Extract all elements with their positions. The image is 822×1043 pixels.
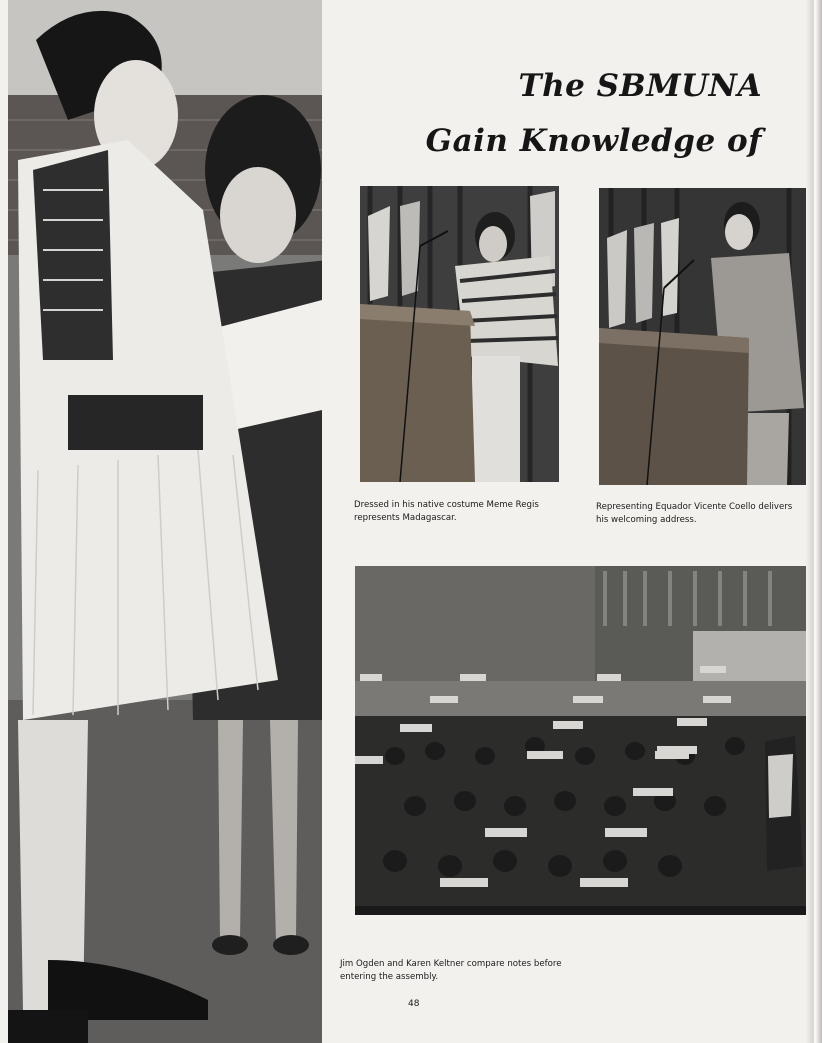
page-edge xyxy=(806,0,822,1043)
photo-vicente-coello-podium xyxy=(599,188,807,485)
headline-line-2: Gain Knowledge of xyxy=(425,123,762,159)
photo-students-comparing-notes xyxy=(8,0,322,1043)
caption-ogden-keltner: Jim Ogden and Karen Keltner compare notes before entering the assembly. xyxy=(340,959,562,982)
photo-meme-regis-podium xyxy=(360,186,559,482)
headline-line-1: The SBMUNA xyxy=(518,68,762,104)
page-number: 48 xyxy=(408,999,420,1009)
photo-assembly-hall xyxy=(355,566,808,915)
caption-meme-regis: Dressed in his native costume Meme Regis represents Madagascar. xyxy=(354,500,539,523)
caption-vicente-coello: Representing Equador Vicente Coello delivers his welcoming address. xyxy=(596,502,793,525)
